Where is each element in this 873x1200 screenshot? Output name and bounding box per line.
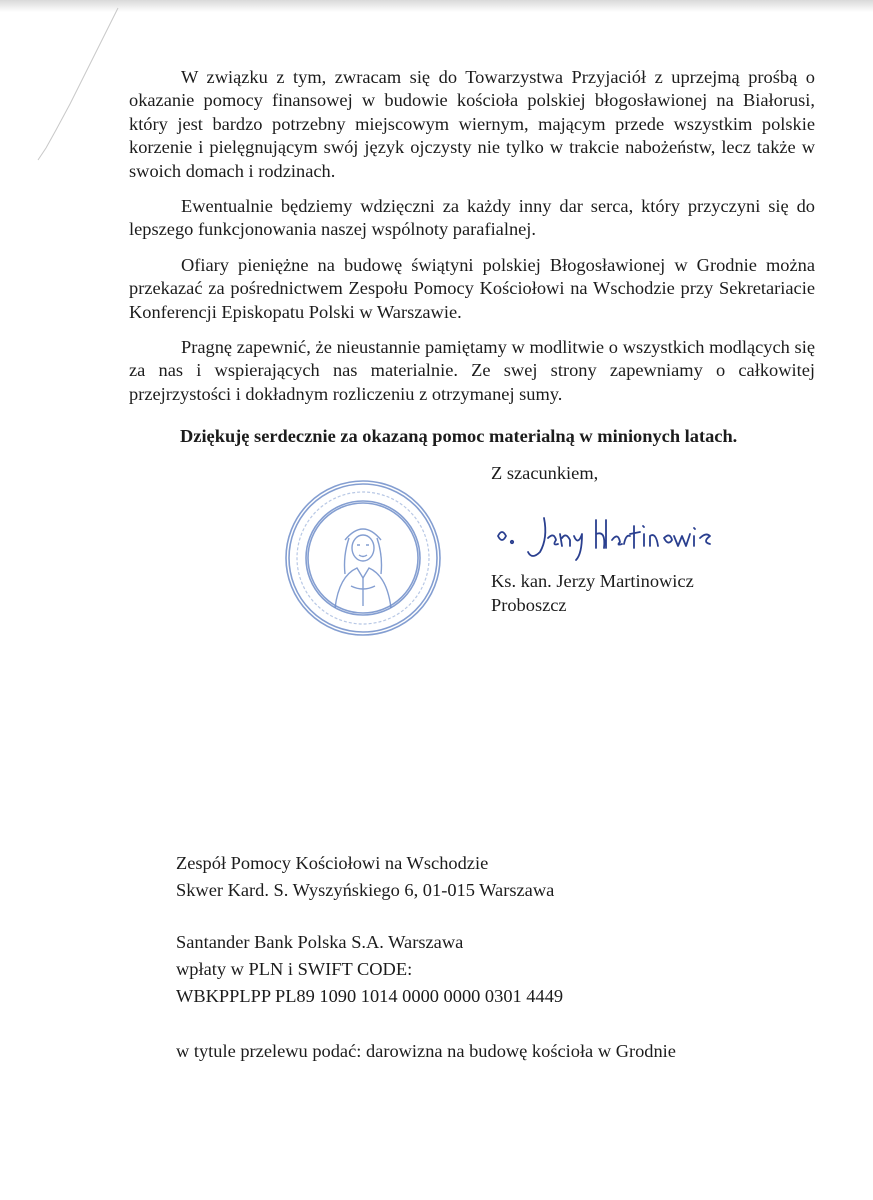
closing-greeting: Z szacunkiem, xyxy=(491,463,599,483)
thanks-line: Dziękuję serdecznie za okazaną pomoc materialną w minionych latach. xyxy=(180,426,738,446)
signer-title: Proboszcz xyxy=(491,595,567,615)
paragraph-gratitude: Ewentualnie będziemy wdzięczni za każdy inny dar serca, który przyczyni się do lepszego funkcjonowania naszej wspólnoty parafialnej. xyxy=(129,196,815,240)
signer-block xyxy=(491,569,694,617)
paragraph-request: W związku z tym, zwracam się do Towarzystwa Przyjaciół z uprzejmą prośbą o okazanie pomocy finansowej w budowie kościoła polskiej błogosławionej na Białorusi, który jest bardzo potrzebny miejscowym wiernym, mającym przede wszystkim polskie korzenie i pielęgnującym swój język ojczysty nie tylko w trakcie nabożeństw, lecz także w swoich domach i rodzinach. xyxy=(129,67,815,181)
currency-swift-line: wpłaty w PLN i SWIFT CODE: xyxy=(176,959,413,979)
bank-account-number: WBKPPLPP PL89 1090 1014 0000 0000 0301 4449 xyxy=(176,986,564,1006)
scan-top-edge xyxy=(0,0,873,12)
organization-street: Skwer Kard. S. Wyszyńskiego 6, 01-015 Warszawa xyxy=(176,880,555,900)
parish-stamp xyxy=(283,478,443,638)
donation-address-block xyxy=(176,850,676,1065)
paragraph-donation-info: Ofiary pieniężne na budowę świątyni polskiej Błogosławionej w Grodnie można przekazać za pośrednictwem Zespołu Pomocy Kościołowi na Wschodzie przy Sekretariacie Konferencji Episkopatu Polski w Warszawie. xyxy=(129,254,815,322)
organization-name: Zespół Pomocy Kościołowi na Wschodzie xyxy=(176,853,489,873)
letter-body xyxy=(129,66,815,418)
portrait-icon xyxy=(335,529,391,608)
signer-name: Ks. kan. Jerzy Martinowicz xyxy=(491,571,694,591)
bank-name: Santander Bank Polska S.A. Warszawa xyxy=(176,932,464,952)
handwritten-signature xyxy=(488,508,728,568)
transfer-title-note: w tytule przelewu podać: darowizna na budowę kościoła w Grodnie xyxy=(176,1041,676,1061)
paragraph-assurance: Pragnę zapewnić, że nieustannie pamiętamy w modlitwie o wszystkich modlących się za nas i wspierających nas materialnie. Ze swej strony zapewniamy o całkowitej przejrzystości i dokładnym rozliczeniu z otrzymanej sumy. xyxy=(129,337,815,404)
